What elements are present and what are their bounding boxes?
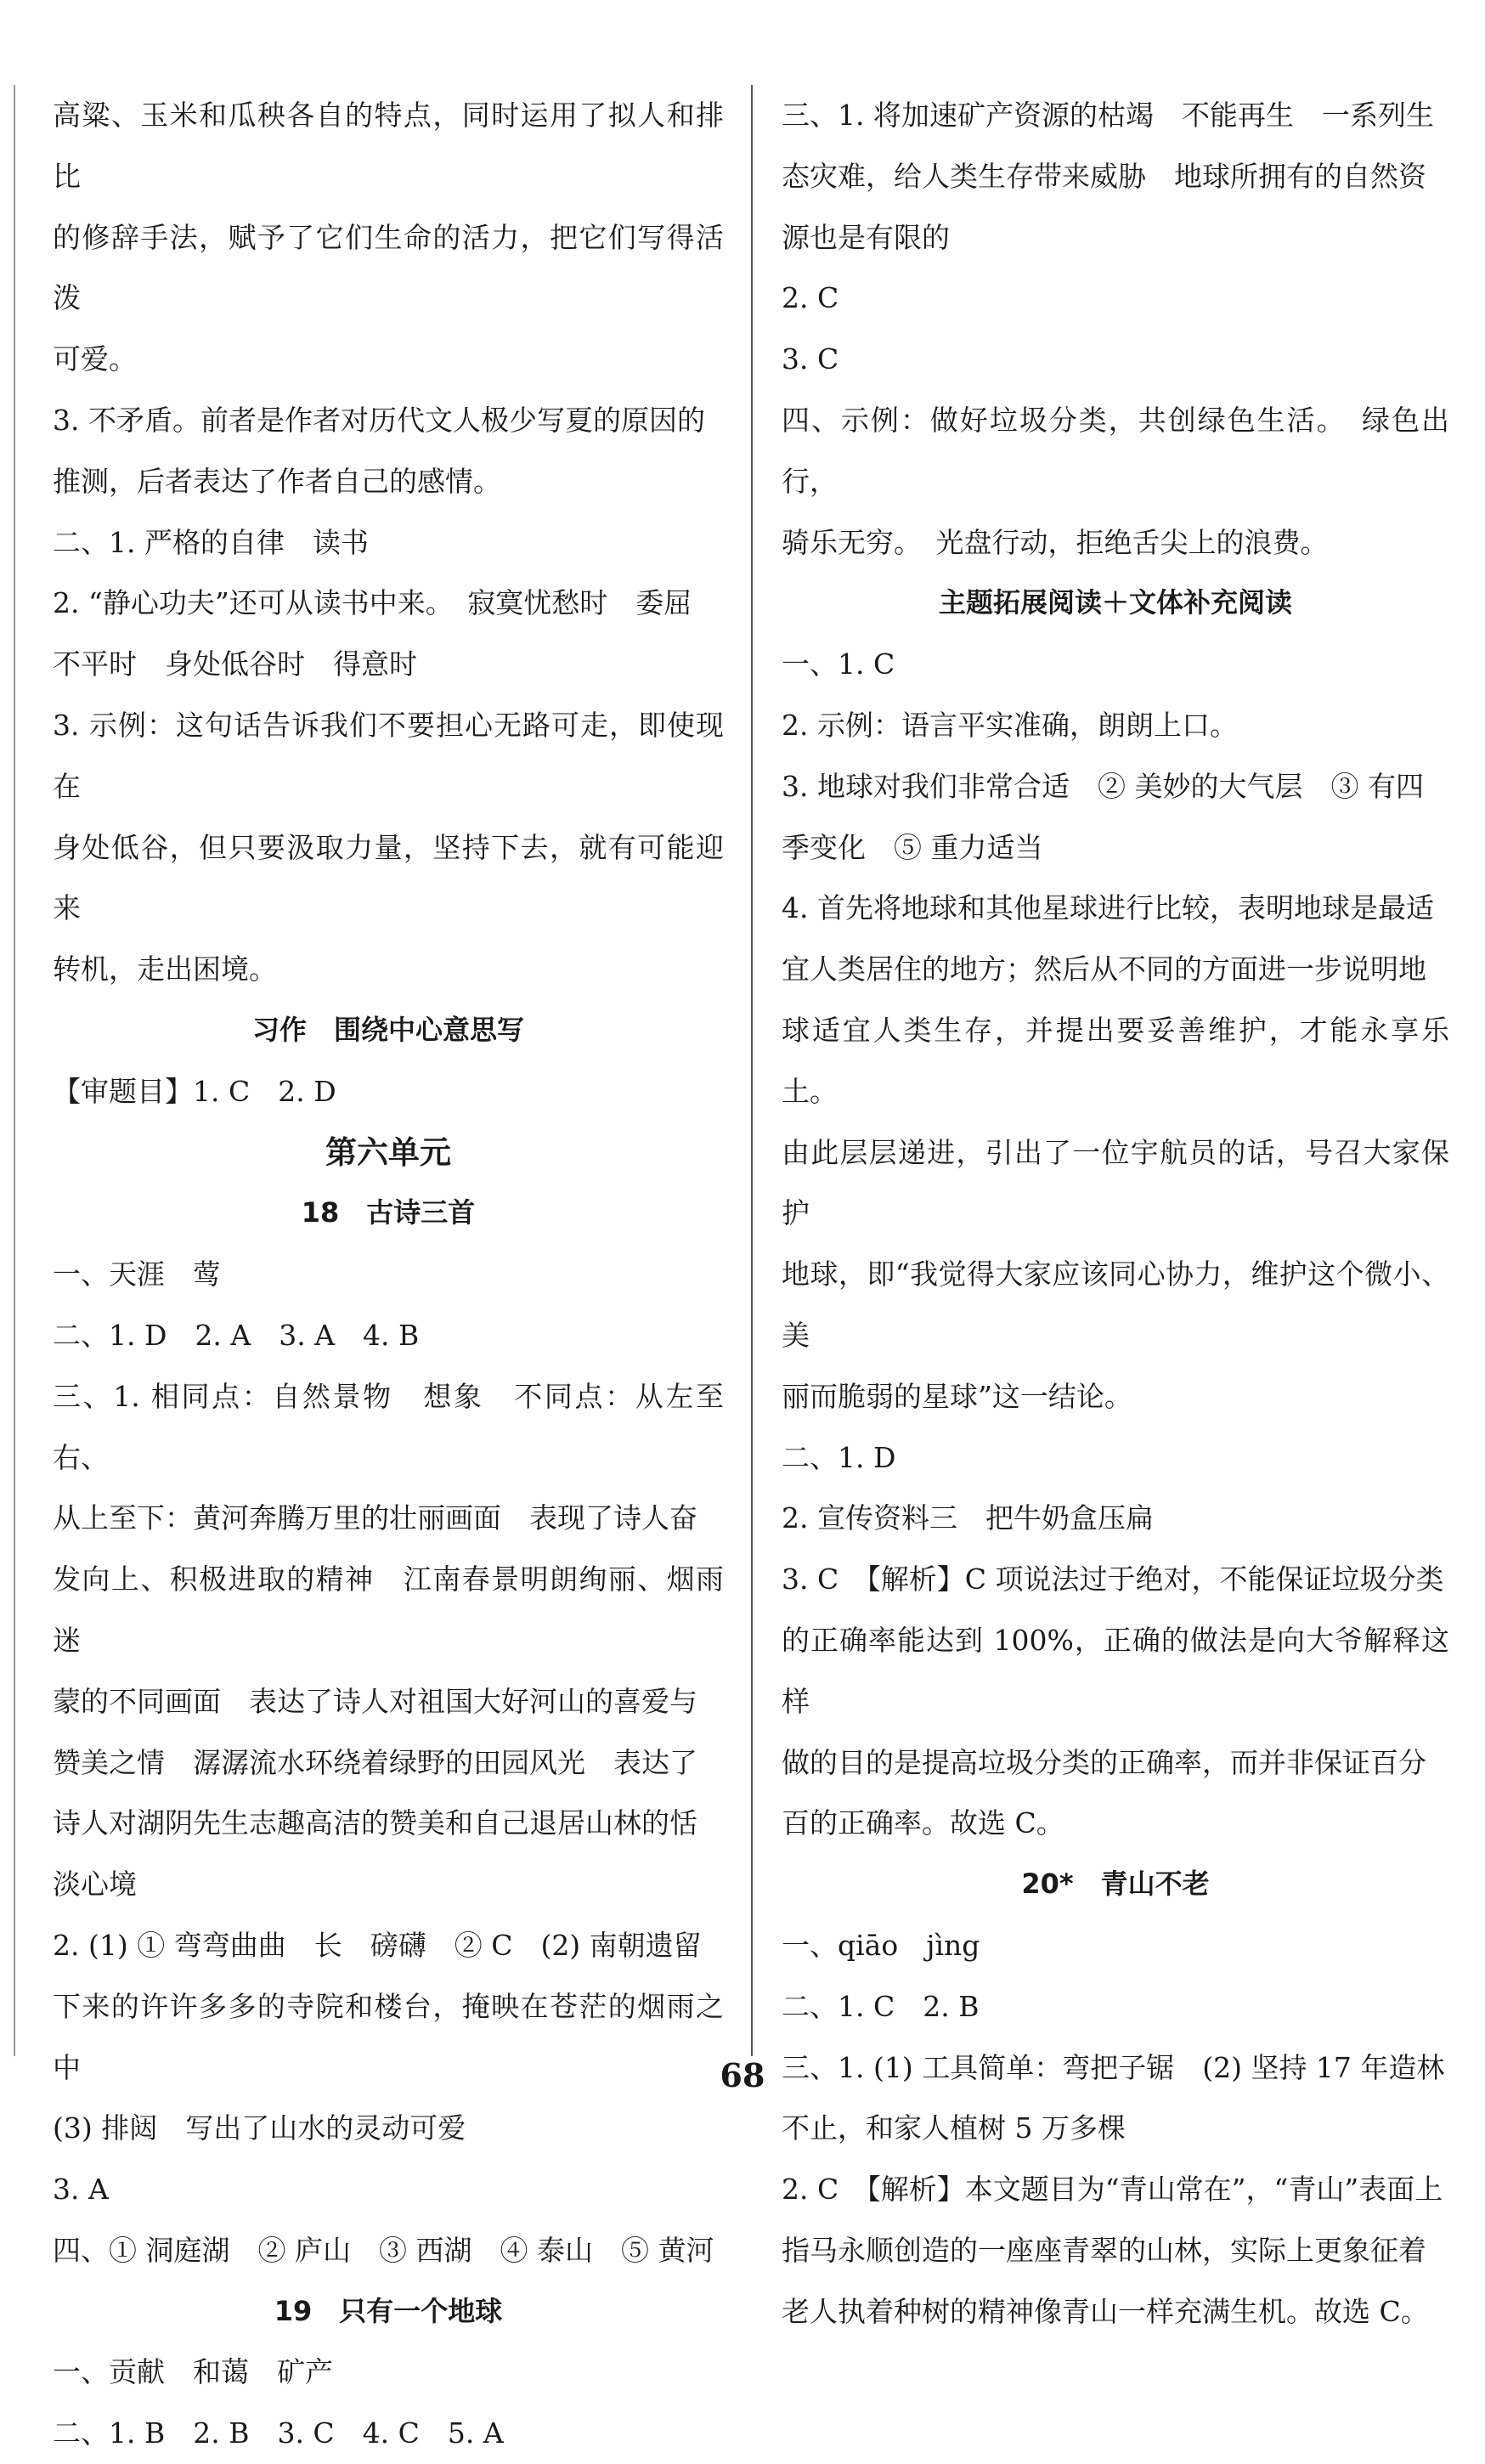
right-column	[782, 85, 1449, 2342]
answer-line: 百的正确率。故选 C。	[782, 1806, 1064, 1840]
answer-line: 2. 宣传资料三 把牛奶盒压扁	[782, 1501, 1154, 1535]
answer-line: 骑乐无穷。 光盘行动，拒绝舌尖上的浪费。	[782, 525, 1329, 559]
answer-line: 3. 地球对我们非常合适 ② 美妙的大气层 ③ 有四	[782, 769, 1424, 803]
answer-line: 3. 示例：这句话告诉我们不要担心无路可走，即使现在	[53, 708, 724, 803]
column-divider	[751, 85, 753, 2056]
lesson-heading: 主题拓展阅读＋文体补充阅读	[938, 586, 1292, 619]
answer-line: 三、1. 将加速矿产资源的枯竭 不能再生 一系列生	[782, 99, 1434, 132]
lesson-heading: 18 古诗三首	[301, 1196, 476, 1229]
answer-line: 季变化 ⑤ 重力适当	[782, 830, 1043, 864]
answer-line: 的正确率能达到 100%，正确的做法是向大爷解释这样	[782, 1623, 1449, 1718]
answer-line: 三、1. (1) 工具简单：弯把子锯 (2) 坚持 17 年造林	[782, 2050, 1445, 2084]
answer-line: (3) 排闼 写出了山水的灵动可爱	[53, 2111, 466, 2145]
answer-line: 一、1. C	[782, 647, 895, 681]
answer-line: 的修辞手法，赋予了它们生命的活力，把它们写得活泼	[53, 220, 724, 315]
answer-line: 地球，即“我觉得大家应该同心协力，维护这个微小、美	[782, 1257, 1449, 1352]
answer-line: 从上至下：黄河奔腾万里的壮丽画面 表现了诗人奋	[53, 1501, 697, 1535]
answer-line: 3. A	[53, 2173, 109, 2207]
answer-line: 诗人对湖阴先生志趣高洁的赞美和自己退居山林的恬	[53, 1806, 697, 1840]
answer-line: 不平时 身处低谷时 得意时	[53, 647, 417, 681]
answer-line: 态灾难，给人类生存带来威胁 地球所拥有的自然资	[782, 159, 1426, 193]
answer-line: 淡心境	[53, 1868, 137, 1902]
answer-line: 2. “静心功夫”还可从读书中来。 寂寞忧愁时 委屈	[53, 586, 692, 620]
answer-line: 可爱。	[53, 342, 137, 376]
lesson-heading: 习作 围绕中心意思写	[251, 1013, 524, 1046]
answer-line: 赞美之情 潺潺流水环绕着绿野的田园风光 表达了	[53, 1745, 697, 1779]
answer-line: 2. C 【解析】本文题目为“青山常在”，“青山”表面上	[782, 2173, 1443, 2207]
answer-line: 4. 首先将地球和其他星球进行比较，表明地球是最适	[782, 891, 1434, 925]
answer-line: 二、1. C 2. B	[782, 1989, 980, 2023]
answer-line: 丽而脆弱的星球”这一结论。	[782, 1379, 1132, 1413]
answer-line: 一、qiāo jìng	[782, 1928, 980, 1962]
answer-line: 由此层层递进，引出了一位宇航员的话，号召大家保护	[782, 1135, 1449, 1230]
answer-line: 3. 不矛盾。前者是作者对历代文人极少写夏的原因的	[53, 403, 705, 437]
answer-line: 二、1. D 2. A 3. A 4. B	[53, 1318, 420, 1352]
answer-line: 不止，和家人植树 5 万多棵	[782, 2111, 1126, 2145]
answer-line: 一、天涯 莺	[53, 1257, 221, 1291]
answer-line: 高粱、玉米和瓜秧各自的特点，同时运用了拟人和排比	[53, 99, 724, 193]
answer-line: 源也是有限的	[782, 220, 950, 254]
answer-line: 一、贡献 和蔼 矿产	[53, 2355, 333, 2389]
answer-line: 四、示例：做好垃圾分类，共创绿色生活。 绿色出行，	[782, 403, 1449, 498]
answer-line: 二、1. D	[782, 1440, 896, 1474]
answer-line: 四、① 洞庭湖 ② 庐山 ③ 西湖 ④ 泰山 ⑤ 黄河	[53, 2233, 714, 2267]
answer-line: 指马永顺创造的一座座青翠的山林，实际上更象征着	[782, 2233, 1426, 2267]
answer-line: 2. (1) ① 弯弯曲曲 长 磅礴 ② C (2) 南朝遗留	[53, 1928, 702, 1962]
answer-line: 发向上、积极进取的精神 江南春景明朗绚丽、烟雨迷	[53, 1563, 724, 1657]
answer-line: 3. C 【解析】C 项说法过于绝对，不能保证垃圾分类	[782, 1563, 1444, 1597]
answer-line: 做的目的是提高垃圾分类的正确率，而并非保证百分	[782, 1745, 1426, 1779]
answer-line: 身处低谷，但只要汲取力量，坚持下去，就有可能迎来	[53, 830, 724, 925]
answer-line: 【审题目】1. C 2. D	[53, 1074, 336, 1108]
answer-line: 宜人类居住的地方；然后从不同的方面进一步说明地	[782, 952, 1426, 986]
unit-heading: 第六单元	[325, 1133, 451, 1171]
left-column	[53, 85, 724, 2464]
answer-line: 老人执着种树的精神像青山一样充满生机。故选 C。	[782, 2294, 1429, 2328]
answer-line: 2. C	[782, 281, 839, 315]
answer-line: 转机，走出困境。	[53, 952, 277, 986]
answer-line: 蒙的不同画面 表达了诗人对祖国大好河山的喜爱与	[53, 1684, 697, 1718]
lesson-heading: 19 只有一个地球	[274, 2294, 503, 2327]
answer-line: 球适宜人类生存，并提出要妥善维护，才能永享乐土。	[782, 1013, 1449, 1108]
answer-line: 推测，后者表达了作者自己的感情。	[53, 464, 501, 498]
answer-line: 三、1. 相同点：自然景物 想象 不同点：从左至右、	[53, 1379, 724, 1474]
answer-line: 3. C	[782, 342, 839, 376]
answer-line: 2. 示例：语言平实准确，朗朗上口。	[782, 708, 1238, 742]
left-edge-rule	[14, 85, 15, 2056]
answer-line: 二、1. B 2. B 3. C 4. C 5. A	[53, 2416, 504, 2450]
page-number: 68	[720, 2056, 765, 2094]
answer-line: 下来的许许多多的寺院和楼台，掩映在苍茫的烟雨之中	[53, 1989, 724, 2084]
answer-line: 二、1. 严格的自律 读书	[53, 525, 369, 559]
lesson-heading: 20* 青山不老	[1021, 1868, 1210, 1901]
